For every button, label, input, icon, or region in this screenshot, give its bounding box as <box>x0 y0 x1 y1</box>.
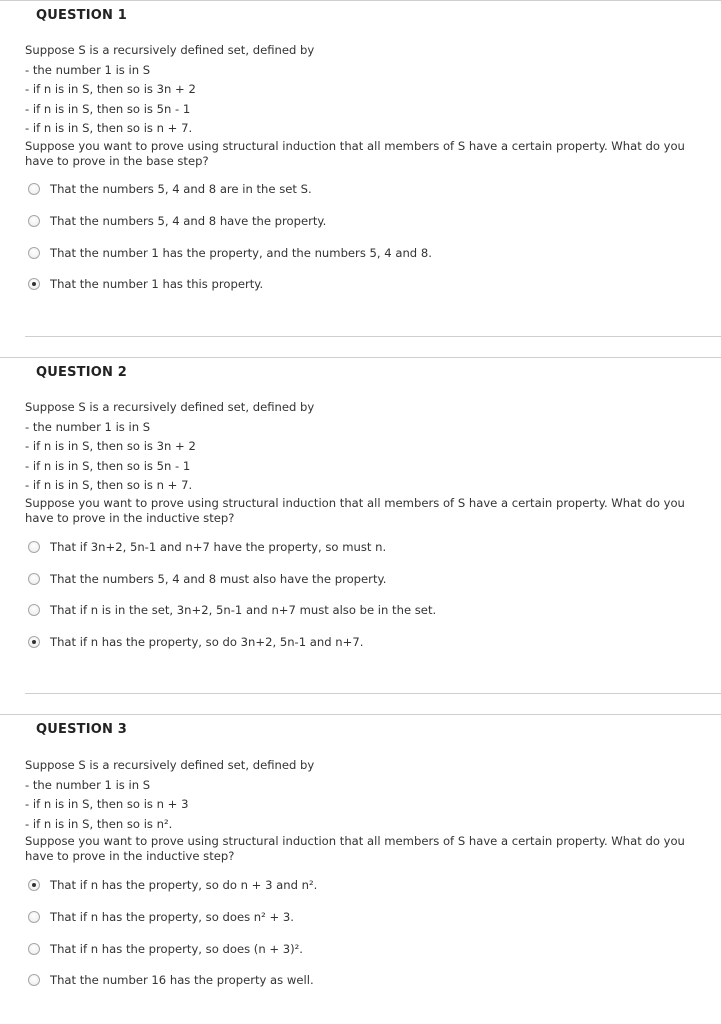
question-title: QUESTION 3 <box>36 722 128 737</box>
question-prompt: Suppose you want to prove using structural induction that all members of S have a certain property. What do you have to prove in the inductive step? <box>25 495 685 525</box>
answer-option[interactable] <box>28 601 436 619</box>
question-3 <box>0 714 721 1024</box>
answer-option[interactable] <box>28 570 386 588</box>
question-line: - if n is in S, then so is 5n - 1 <box>25 101 191 116</box>
question-divider <box>0 357 721 358</box>
radio-button[interactable] <box>28 943 40 955</box>
answer-label[interactable]: That if n has the property, so does n² + 3. <box>50 910 294 924</box>
question-1 <box>0 0 721 340</box>
answer-label[interactable]: That the number 1 has the property, and the numbers 5, 4 and 8. <box>50 246 432 260</box>
question-line: - the number 1 is in S <box>25 419 151 434</box>
answer-option[interactable] <box>28 971 314 989</box>
question-line: - if n is in S, then so is 3n + 2 <box>25 82 196 97</box>
answer-option[interactable] <box>28 275 263 293</box>
radio-button[interactable] <box>28 573 40 585</box>
question-title: QUESTION 1 <box>36 8 128 23</box>
answer-option[interactable] <box>28 940 303 958</box>
question-prompt: Suppose you want to prove using structural induction that all members of S have a certain property. What do you have to prove in the base step? <box>25 138 685 168</box>
question-line: - if n is in S, then so is n + 7. <box>25 121 193 136</box>
question-text <box>25 398 685 526</box>
question-line: - the number 1 is in S <box>25 777 151 792</box>
radio-button[interactable] <box>28 974 40 986</box>
answer-option[interactable] <box>28 633 363 651</box>
answer-label[interactable]: That the numbers 5, 4 and 8 must also have the property. <box>50 572 387 586</box>
answer-option[interactable] <box>28 212 326 230</box>
question-2 <box>0 357 721 697</box>
question-text <box>25 41 685 169</box>
radio-button[interactable] <box>28 604 40 616</box>
radio-button[interactable] <box>28 911 40 923</box>
question-line: - if n is in S, then so is 5n - 1 <box>25 458 191 473</box>
answer-option[interactable] <box>28 908 294 926</box>
radio-button[interactable] <box>28 247 40 259</box>
answer-label[interactable]: That the numbers 5, 4 and 8 have the property. <box>50 214 327 228</box>
question-line: - if n is in S, then so is 3n + 2 <box>25 439 196 454</box>
answer-label[interactable]: That if 3n+2, 5n-1 and n+7 have the property, so must n. <box>50 540 387 554</box>
answer-label[interactable]: That the number 1 has this property. <box>50 277 264 291</box>
answer-label[interactable]: That the number 16 has the property as well. <box>50 973 314 987</box>
question-line: Suppose S is a recursively defined set, defined by <box>25 758 315 772</box>
radio-button-selected[interactable] <box>28 278 40 290</box>
answer-label[interactable]: That the numbers 5, 4 and 8 are in the set S. <box>50 182 312 196</box>
radio-button[interactable] <box>28 183 40 195</box>
answer-option[interactable] <box>28 876 317 894</box>
answer-option[interactable] <box>28 538 386 556</box>
answer-label[interactable]: That if n has the property, so do n + 3 and n². <box>50 878 318 892</box>
question-text <box>25 756 685 864</box>
question-prompt: Suppose you want to prove using structural induction that all members of S have a certain property. What do you have to prove in the inductive step? <box>25 834 685 864</box>
question-line: - if n is in S, then so is n + 3 <box>25 797 189 812</box>
question-separator <box>25 336 721 337</box>
answer-label[interactable]: That if n has the property, so do 3n+2, 5n-1 and n+7. <box>50 635 364 649</box>
question-divider <box>0 0 721 1</box>
answer-option[interactable] <box>28 180 312 198</box>
radio-button-selected[interactable] <box>28 879 40 891</box>
question-line: Suppose S is a recursively defined set, defined by <box>25 43 315 57</box>
question-line: Suppose S is a recursively defined set, defined by <box>25 400 315 414</box>
radio-button[interactable] <box>28 541 40 553</box>
answer-label[interactable]: That if n is in the set, 3n+2, 5n-1 and n+7 must also be in the set. <box>50 603 437 617</box>
question-divider <box>0 714 721 715</box>
question-line: - the number 1 is in S <box>25 62 151 77</box>
question-title: QUESTION 2 <box>36 365 128 380</box>
answer-option[interactable] <box>28 244 432 262</box>
question-line: - if n is in S, then so is n + 7. <box>25 478 193 493</box>
question-line: - if n is in S, then so is n². <box>25 816 173 831</box>
answer-label[interactable]: That if n has the property, so does (n + 3)². <box>50 942 303 956</box>
question-separator <box>25 693 721 694</box>
radio-button-selected[interactable] <box>28 636 40 648</box>
radio-button[interactable] <box>28 215 40 227</box>
